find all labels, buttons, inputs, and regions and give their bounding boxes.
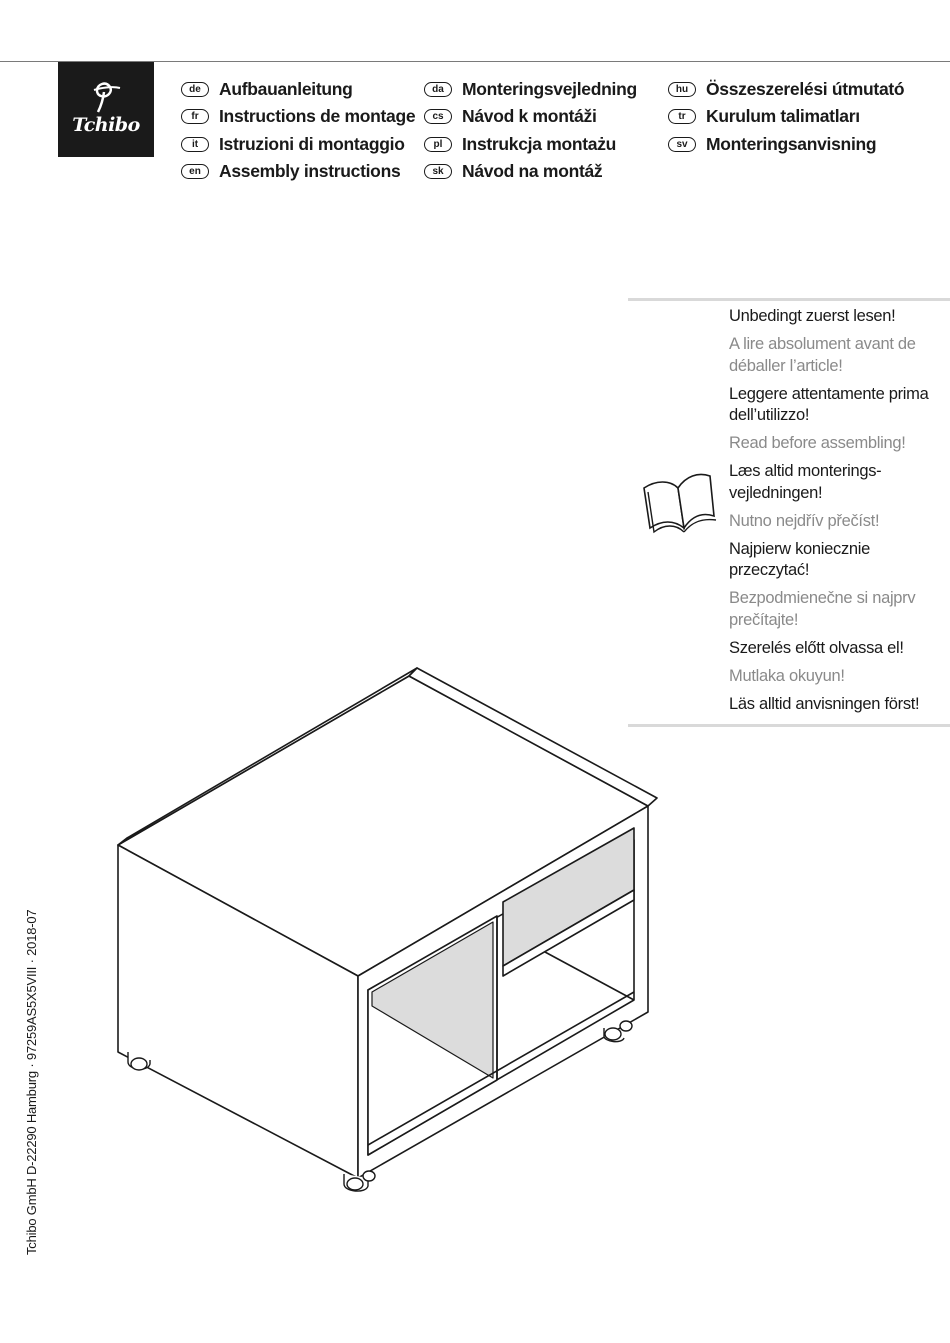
brand-name: Tchibo bbox=[72, 114, 140, 136]
language-title: Istruzioni di montaggio bbox=[219, 133, 405, 154]
notice-text: Læs altid monterings-vejledningen! bbox=[729, 462, 882, 502]
language-title: Kurulum talimatları bbox=[706, 106, 860, 127]
language-code-badge: en bbox=[181, 164, 209, 179]
language-code-badge: sv bbox=[668, 137, 696, 152]
notice-text: Leggere attentamente prima dell’utilizzo! bbox=[729, 384, 929, 424]
notice-text: Läs alltid anvisningen först! bbox=[729, 694, 920, 713]
notice-text: Bezpodmienečne si najprv prečítajte! bbox=[729, 589, 916, 629]
language-title: Návod na montáž bbox=[462, 161, 603, 182]
language-code-badge: cs bbox=[424, 109, 452, 124]
language-code-badge: tr bbox=[668, 109, 696, 124]
notice-text: A lire absolument avant de déballer l’article! bbox=[729, 335, 916, 375]
language-title: Instructions de montage bbox=[219, 106, 416, 127]
language-code-badge: pl bbox=[424, 137, 452, 152]
language-code-badge: it bbox=[181, 137, 209, 152]
language-code-badge: fr bbox=[181, 109, 209, 124]
notice-text: Szerelés előtt olvassa el! bbox=[729, 638, 904, 657]
notice-text: Najpierw koniecznie przeczytać! bbox=[729, 539, 871, 579]
language-title: Instrukcja montażu bbox=[462, 133, 617, 154]
notice-text: Unbedingt zuerst lesen! bbox=[729, 307, 896, 325]
language-code-badge: sk bbox=[424, 164, 452, 179]
language-title: Assembly instructions bbox=[219, 161, 401, 182]
language-code-badge: da bbox=[424, 82, 452, 97]
language-code-badge: hu bbox=[668, 82, 696, 97]
notice-text: Read before assembling! bbox=[729, 434, 906, 452]
notice-text: Mutlaka okuyun! bbox=[729, 666, 845, 685]
language-title: Aufbauanleitung bbox=[219, 79, 353, 100]
language-title: Monteringsvejledning bbox=[462, 79, 637, 100]
language-code-badge: de bbox=[181, 82, 209, 97]
language-title: Összeszerelési útmutató bbox=[706, 79, 905, 100]
language-title: Návod k montáži bbox=[462, 106, 597, 127]
notice-text: Nutno nejdřív přečíst! bbox=[729, 511, 880, 530]
language-title: Monteringsanvisning bbox=[706, 133, 877, 154]
imprint-text: Tchibo GmbH D-22290 Hamburg · 97259AS5X5VIII · 2018-07 bbox=[24, 909, 39, 1255]
